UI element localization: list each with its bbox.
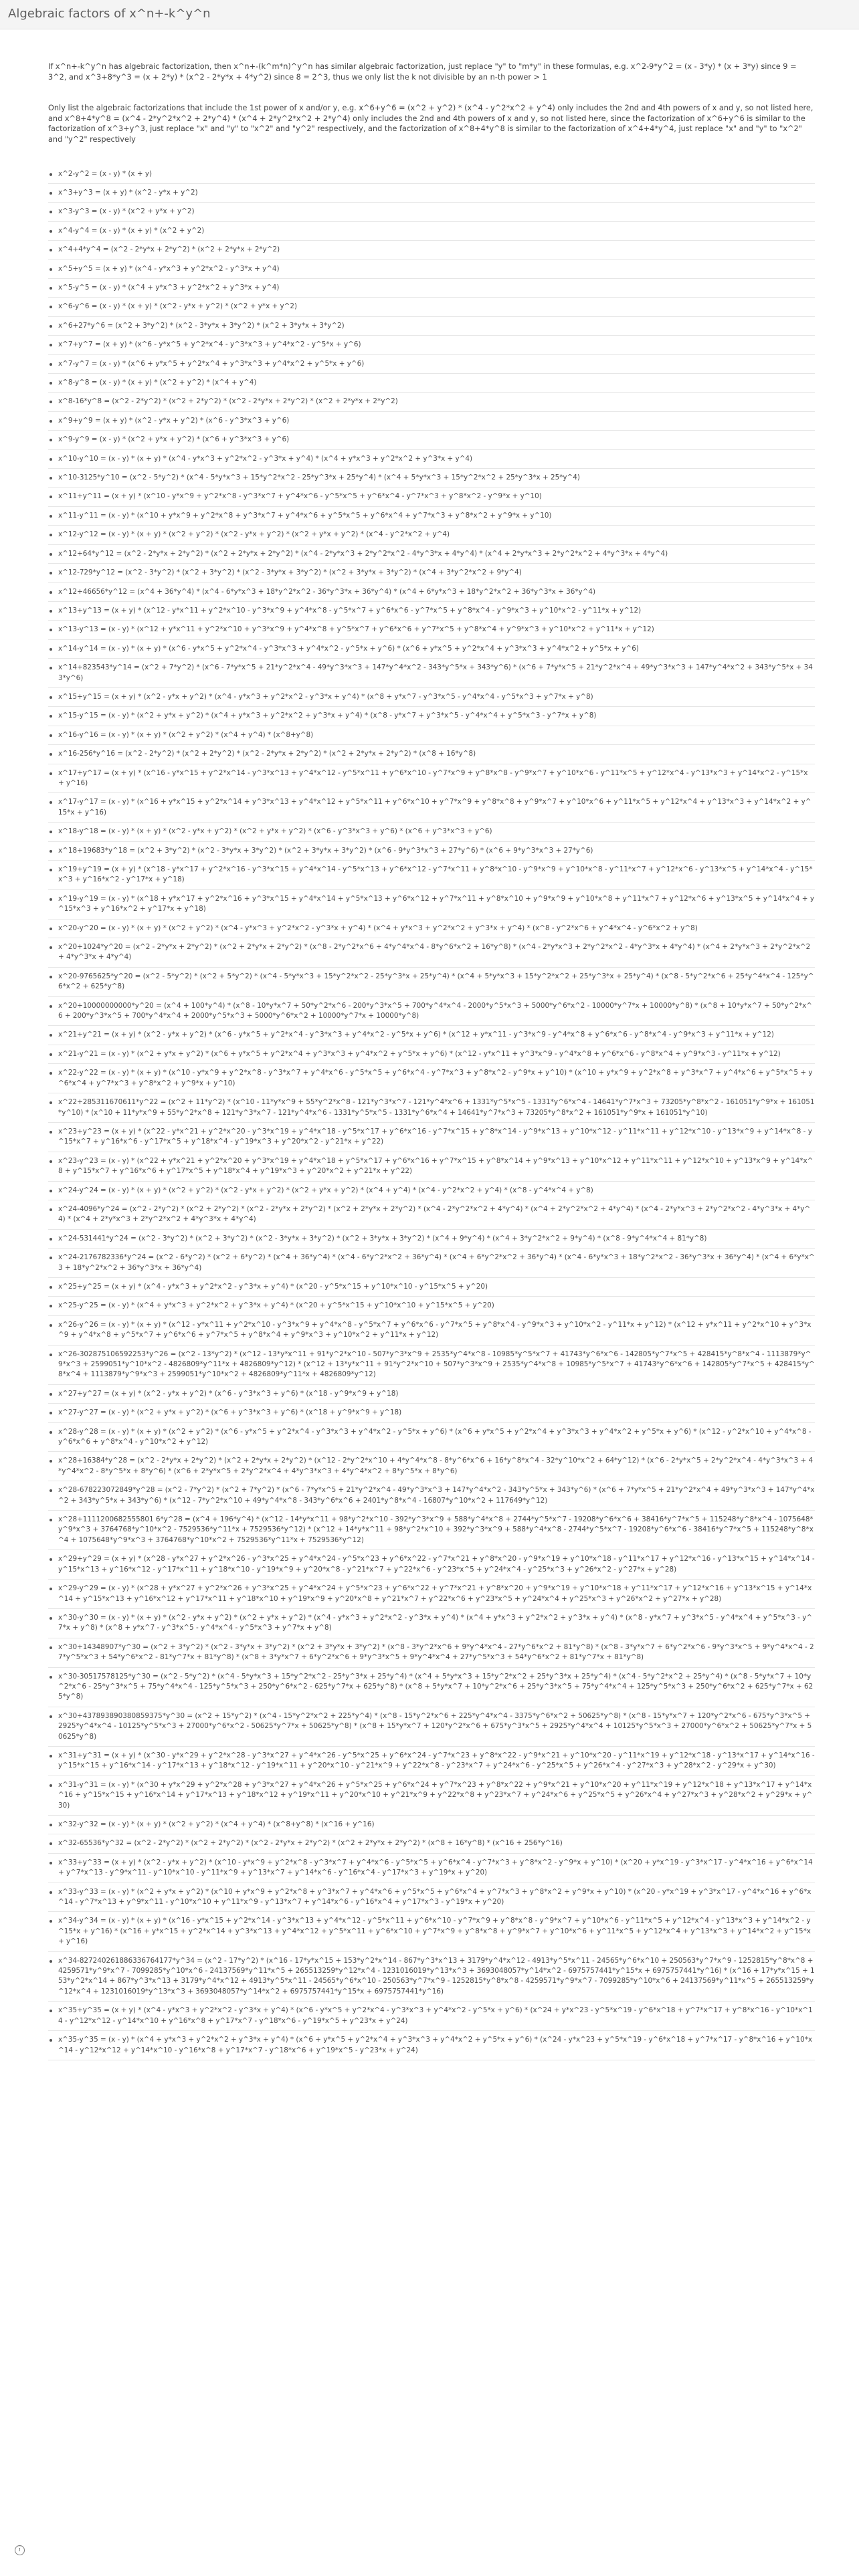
factorization-item: x^29+y^29 = (x + y) * (x^28 - y*x^27 + y^2*x^26 - y^3*x^25 + y^4*x^24 - y^5*x^23 + y^6*x^22 - y^7*x^21 + y^8*x^20 - y^9*x^19 + y^10*x^18 - y^11*x^17 + y^12*x^16 - y^13*x^15 + y^14*x^14 - y^15*x^13 + y^16*x^12 - y^17*x^11 + y^18*x^10 - y^19*x^9 + y^20*x^8 - y^21*x^7 + y^22*x^6 - y^23*x^5 + y^24*x^4 - y^25*x^3 + y^26*x^2 - y^27*x + y^28) [48,1550,815,1580]
factorization-item: x^35-y^35 = (x - y) * (x^4 + y*x^3 + y^2*x^2 + y^3*x + y^4) * (x^6 + y*x^5 + y^2*x^4 + y^3*x^3 + y^4*x^2 + y^5*x + y^6) * (x^24 - y*x^23 + y^5*x^19 - y^6*x^18 + y^7*x^17 - y^8*x^16 + y^10*x^14 - y^12*x^12 + y^14*x^10 - y^16*x^8 + y^17*x^7 - y^18*x^6 + y^19*x^5 - y^23*x + y^24) [48,2031,815,2060]
factorization-item: x^24-y^24 = (x - y) * (x + y) * (x^2 + y^2) * (x^2 - y*x + y^2) * (x^2 + y*x + y^2) * (x^4 + y^4) * (x^4 - y^2*x^2 + y^4) * (x^8 - y^4*x^4 + y^8) [48,1182,815,1200]
factorization-item: x^18+19683*y^18 = (x^2 + 3*y^2) * (x^2 - 3*y*x + 3*y^2) * (x^2 + 3*y*x + 3*y^2) * (x^6 - 9*y^3*x^3 + 27*y^6) * (x^6 + 9*y^3*x^3 + 27*y^6) [48,842,815,861]
page-header [0,0,859,29]
factorization-item: x^14+823543*y^14 = (x^2 + 7*y^2) * (x^6 - 7*y*x^5 + 21*y^2*x^4 - 49*y^3*x^3 + 147*y^4*x^2 - 343*y^5*x + 343*y^6) * (x^6 + 7*y*x^5 + 21*y^2*x^4 + 49*y^3*x^3 + 147*y^4*x^2 + 343*y^5*x + 343*y^6) [48,659,815,688]
main-content [48,62,815,2060]
factorization-item: x^31-y^31 = (x - y) * (x^30 + y*x^29 + y^2*x^28 + y^3*x^27 + y^4*x^26 + y^5*x^25 + y^6*x^24 + y^7*x^23 + y^8*x^22 + y^9*x^21 + y^10*x^20 + y^11*x^19 + y^12*x^18 + y^13*x^17 + y^14*x^16 + y^15*x^15 + y^16*x^14 + y^17*x^13 + y^18*x^12 + y^19*x^11 + y^20*x^10 + y^21*x^9 + y^22*x^8 + y^23*x^7 + y^24*x^6 + y^25*x^5 + y^26*x^4 + y^27*x^3 + y^28*x^2 + y^29*x + y^30) [48,1776,815,1816]
factorization-item: x^28-y^28 = (x - y) * (x + y) * (x^2 + y^2) * (x^6 - y*x^5 + y^2*x^4 - y^3*x^3 + y^4*x^2 - y^5*x + y^6) * (x^6 + y*x^5 + y^2*x^4 + y^3*x^3 + y^4*x^2 + y^5*x + y^6) * (x^12 - y^2*x^10 + y^4*x^8 - y^6*x^6 + y^8*x^4 - y^10*x^2 + y^12) [48,1423,815,1453]
factorization-item: x^12+64*y^12 = (x^2 - 2*y*x + 2*y^2) * (x^2 + 2*y*x + 2*y^2) * (x^4 - 2*y*x^3 + 2*y^2*x^2 - 4*y^3*x + 4*y^4) * (x^4 + 2*y*x^3 + 2*y^2*x^2 + 4*y^3*x + 4*y^4) [48,545,815,564]
factorization-item: x^27+y^27 = (x + y) * (x^2 - y*x + y^2) * (x^6 - y^3*x^3 + y^6) * (x^18 - y^9*x^9 + y^18) [48,1385,815,1404]
factorization-item: x^20-y^20 = (x - y) * (x + y) * (x^2 + y^2) * (x^4 - y*x^3 + y^2*x^2 - y^3*x + y^4) * (x^4 + y*x^3 + y^2*x^2 + y^3*x + y^4) * (x^8 - y^2*x^6 + y^4*x^4 - y^6*x^2 + y^8) [48,920,815,938]
factorization-item: x^10-y^10 = (x - y) * (x + y) * (x^4 - y*x^3 + y^2*x^2 - y^3*x + y^4) * (x^4 + y*x^3 + y^2*x^2 + y^3*x + y^4) [48,450,815,469]
factorization-item: x^28-678223072849*y^28 = (x^2 - 7*y^2) * (x^2 + 7*y^2) * (x^6 - 7*y*x^5 + 21*y^2*x^4 - 49*y^3*x^3 + 147*y^4*x^2 - 343*y^5*x + 343*y^6) * (x^6 + 7*y*x^5 + 21*y^2*x^4 + 49*y^3*x^3 + 147*y^4*x^2 + 343*y^5*x + 343*y^6) * (x^12 - 7*y^2*x^10 + 49*y^4*x^8 - 343*y^6*x^6 + 2401*y^8*x^4 - 16807*y^10*x^2 + 117649*y^12) [48,1481,815,1511]
factorization-item: x^4+4*y^4 = (x^2 - 2*y*x + 2*y^2) * (x^2 + 2*y*x + 2*y^2) [48,241,815,259]
factorization-item: x^16-y^16 = (x - y) * (x + y) * (x^2 + y^2) * (x^4 + y^4) * (x^8+y^8) [48,726,815,745]
factorization-item: x^9+y^9 = (x + y) * (x^2 - y*x + y^2) * (x^6 - y^3*x^3 + y^6) [48,412,815,431]
factorization-item: x^5+y^5 = (x + y) * (x^4 - y*x^3 + y^2*x^2 - y^3*x + y^4) [48,260,815,279]
factorization-item: x^12-729*y^12 = (x^2 - 3*y^2) * (x^2 + 3*y^2) * (x^2 - 3*y*x + 3*y^2) * (x^2 + 3*y*x + 3*y^2) * (x^4 + 3*y^2*x^2 + 9*y^4) [48,564,815,582]
factorization-item: x^25+y^25 = (x + y) * (x^4 - y*x^3 + y^2*x^2 - y^3*x + y^4) * (x^20 - y^5*x^15 + y^10*x^10 - y^15*x^5 + y^20) [48,1278,815,1297]
factorization-item: x^11-y^11 = (x - y) * (x^10 + y*x^9 + y^2*x^8 + y^3*x^7 + y^4*x^6 + y^5*x^5 + y^6*x^4 + y^7*x^3 + y^8*x^2 + y^9*x + y^10) [48,507,815,526]
factorization-item: x^21+y^21 = (x + y) * (x^2 - y*x + y^2) * (x^6 - y*x^5 + y^2*x^4 - y^3*x^3 + y^4*x^2 - y^5*x + y^6) * (x^12 + y*x^11 - y^3*x^9 - y^4*x^8 + y^6*x^6 - y^8*x^4 - y^9*x^3 + y^11*x + y^12) [48,1026,815,1045]
factorization-item: x^12-y^12 = (x - y) * (x + y) * (x^2 + y^2) * (x^2 - y*x + y^2) * (x^2 + y*x + y^2) * (x^4 - y^2*x^2 + y^4) [48,526,815,544]
factorization-item: x^2-y^2 = (x - y) * (x + y) [48,165,815,184]
factorization-item: x^34-827240261886336764177*y^34 = (x^2 - 17*y^2) * (x^16 - 17*y*x^15 + 153*y^2*x^14 - 867*y^3*x^13 + 3179*y^4*x^12 - 4913*y^5*x^11 - 24565*y^6*x^10 + 250563*y^7*x^9 - 1252815*y^8*x^8 + 4259571*y^9*x^7 - 7099285*y^10*x^6 - 24137569*y^11*x^5 + 265513259*y^12*x^4 - 1231016019*y^13*x^3 + 3693048057*y^14*x^2 - 6975757441*y^15*x + 6975757441*y^16) * (x^16 + 17*y*x^15 + 153*y^2*x^14 + 867*y^3*x^13 + 3179*y^4*x^12 + 4913*y^5*x^11 - 24565*y^6*x^10 - 250563*y^7*x^9 - 1252815*y^8*x^8 - 4259571*y^9*x^7 - 7099285*y^10*x^6 + 24137569*y^11*x^5 + 265513259*y^12*x^4 + 1231016019*y^13*x^3 + 3693048057*y^14*x^2 + 6975757441*y^15*x + 6975757441*y^16) [48,1952,815,2002]
factorization-item: x^33+y^33 = (x + y) * (x^2 - y*x + y^2) * (x^10 - y*x^9 + y^2*x^8 - y^3*x^7 + y^4*x^6 - y^5*x^5 + y^6*x^4 - y^7*x^3 + y^8*x^2 - y^9*x + y^10) * (x^20 + y*x^19 - y^3*x^17 - y^4*x^16 + y^6*x^14 + y^7*x^13 - y^9*x^11 - y^10*x^10 - y^11*x^9 + y^13*x^7 + y^14*x^6 - y^16*x^4 - y^17*x^3 + y^19*x + y^20) [48,1854,815,1883]
factorization-item: x^18-y^18 = (x - y) * (x + y) * (x^2 - y*x + y^2) * (x^2 + y*x + y^2) * (x^6 - y^3*x^3 + y^6) * (x^6 + y^3*x^3 + y^6) [48,823,815,841]
factorization-item: x^20-9765625*y^20 = (x^2 - 5*y^2) * (x^2 + 5*y^2) * (x^4 - 5*y*x^3 + 15*y^2*x^2 - 25*y^3*x + 25*y^4) * (x^4 + 5*y*x^3 + 15*y^2*x^2 + 25*y^3*x + 25*y^4) * (x^8 - 5*y^2*x^6 + 25*y^4*x^4 - 125*y^6*x^2 + 625*y^8) [48,968,815,997]
factorization-item: x^3-y^3 = (x - y) * (x^2 + y*x + y^2) [48,203,815,221]
factorization-item: x^15+y^15 = (x + y) * (x^2 - y*x + y^2) * (x^4 - y*x^3 + y^2*x^2 - y^3*x + y^4) * (x^8 + y*x^7 - y^3*x^5 - y^4*x^4 - y^5*x^3 + y^7*x + y^8) [48,688,815,707]
factorization-item: x^7-y^7 = (x - y) * (x^6 + y*x^5 + y^2*x^4 + y^3*x^3 + y^4*x^2 + y^5*x + y^6) [48,355,815,374]
factorization-item: x^23+y^23 = (x + y) * (x^22 - y*x^21 + y^2*x^20 - y^3*x^19 + y^4*x^18 - y^5*x^17 + y^6*x^16 - y^7*x^15 + y^8*x^14 - y^9*x^13 + y^10*x^12 - y^11*x^11 + y^12*x^10 - y^13*x^9 + y^14*x^8 - y^15*x^7 + y^16*x^6 - y^17*x^5 + y^18*x^4 - y^19*x^3 + y^20*x^2 - y^21*x + y^22) [48,1123,815,1152]
factorization-item: x^7+y^7 = (x + y) * (x^6 - y*x^5 + y^2*x^4 - y^3*x^3 + y^4*x^2 - y^5*x + y^6) [48,336,815,354]
factorization-item: x^32-65536*y^32 = (x^2 - 2*y^2) * (x^2 + 2*y^2) * (x^2 - 2*y*x + 2*y^2) * (x^2 + 2*y*x + 2*y^2) * (x^8 + 16*y^8) * (x^16 + 256*y^16) [48,1834,815,1853]
factorization-item: x^12+46656*y^12 = (x^4 + 36*y^4) * (x^4 - 6*y*x^3 + 18*y^2*x^2 - 36*y^3*x + 36*y^4) * (x^4 + 6*y*x^3 + 18*y^2*x^2 + 36*y^3*x + 36*y^4) [48,583,815,602]
factorization-item: x^14-y^14 = (x - y) * (x + y) * (x^6 - y*x^5 + y^2*x^4 - y^3*x^3 + y^4*x^2 - y^5*x + y^6) * (x^6 + y*x^5 + y^2*x^4 + y^3*x^3 + y^4*x^2 + y^5*x + y^6) [48,640,815,659]
factorization-item: x^20+1024*y^20 = (x^2 - 2*y*x + 2*y^2) * (x^2 + 2*y*x + 2*y^2) * (x^8 - 2*y^2*x^6 + 4*y^4*x^4 - 8*y^6*x^2 + 16*y^8) * (x^4 - 2*y*x^3 + 2*y^2*x^2 - 4*y^3*x + 4*y^4) * (x^4 + 2*y*x^3 + 2*y^2*x^2 + 4*y^3*x + 4*y^4) [48,938,815,968]
factorization-item: x^24-4096*y^24 = (x^2 - 2*y^2) * (x^2 + 2*y^2) * (x^2 - 2*y*x + 2*y^2) * (x^2 + 2*y*x + 2*y^2) * (x^4 - 2*y^2*x^2 + 4*y^4) * (x^4 + 2*y^2*x^2 + 4*y^4) * (x^4 - 2*y*x^3 + 2*y^2*x^2 - 4*y^3*x + 4*y^4) * (x^4 + 2*y*x^3 + 2*y^2*x^2 + 4*y^3*x + 4*y^4) [48,1200,815,1230]
factorization-item: x^30+437893890380859375*y^30 = (x^2 + 15*y^2) * (x^4 - 15*y^2*x^2 + 225*y^4) * (x^8 - 15*y^2*x^6 + 225*y^4*x^4 - 3375*y^6*x^2 + 50625*y^8) * (x^8 - 15*y*x^7 + 120*y^2*x^6 - 675*y^3*x^5 + 2925*y^4*x^4 - 10125*y^5*x^3 + 27000*y^6*x^2 - 50625*y^7*x + 50625*y^8) * (x^8 + 15*y*x^7 + 120*y^2*x^6 + 675*y^3*x^5 + 2925*y^4*x^4 + 10125*y^5*x^3 + 27000*y^6*x^2 + 50625*y^7*x + 50625*y^8) [48,1707,815,1747]
factorization-item: x^30+14348907*y^30 = (x^2 + 3*y^2) * (x^2 - 3*y*x + 3*y^2) * (x^2 + 3*y*x + 3*y^2) * (x^8 - 3*y^2*x^6 + 9*y^4*x^4 - 27*y^6*x^2 + 81*y^8) * (x^8 - 3*y*x^7 + 6*y^2*x^6 - 9*y^3*x^5 + 9*y^4*x^4 - 27*y^5*x^3 + 54*y^6*x^2 - 81*y^7*x + 81*y^8) * (x^8 + 3*y*x^7 + 6*y^2*x^6 + 9*y^3*x^5 + 9*y^4*x^4 + 27*y^5*x^3 + 54*y^6*x^2 + 81*y^7*x + 81*y^8) [48,1638,815,1668]
factorization-item: x^34-y^34 = (x - y) * (x + y) * (x^16 - y*x^15 + y^2*x^14 - y^3*x^13 + y^4*x^12 - y^5*x^11 + y^6*x^10 - y^7*x^9 + y^8*x^8 - y^9*x^7 + y^10*x^6 - y^11*x^5 + y^12*x^4 - y^13*x^3 + y^14*x^2 - y^15*x + y^16) * (x^16 + y*x^15 + y^2*x^14 + y^3*x^13 + y^4*x^12 + y^5*x^11 + y^6*x^10 + y^7*x^9 + y^8*x^8 + y^9*x^7 + y^10*x^6 + y^11*x^5 + y^12*x^4 + y^13*x^3 + y^14*x^2 + y^15*x + y^16) [48,1912,815,1951]
factorization-item: x^28+1111200682555801 6*y^28 = (x^4 + 196*y^4) * (x^12 - 14*y*x^11 + 98*y^2*x^10 - 392*y^3*x^9 + 588*y^4*x^8 + 2744*y^5*x^7 - 19208*y^6*x^6 + 38416*y^7*x^5 + 115248*y^8*x^4 - 1075648*y^9*x^3 + 3764768*y^10*x^2 - 7529536*y^11*x + 7529536*y^12) * (x^12 + 14*y*x^11 + 98*y^2*x^10 + 392*y^3*x^9 + 588*y^4*x^8 - 2744*y^5*x^7 - 19208*y^6*x^6 - 38416*y^7*x^5 + 115248*y^8*x^4 + 1075648*y^9*x^3 + 3764768*y^10*x^2 + 7529536*y^11*x + 7529536*y^12) [48,1511,815,1550]
factorization-item: x^26-302875106592253*y^26 = (x^2 - 13*y^2) * (x^12 - 13*y*x^11 + 91*y^2*x^10 - 507*y^3*x^9 + 2535*y^4*x^8 - 10985*y^5*x^7 + 41743*y^6*x^6 - 142805*y^7*x^5 + 428415*y^8*x^4 - 1113879*y^9*x^3 + 2599051*y^10*x^2 - 4826809*y^11*x + 4826809*y^12) * (x^12 + 13*y*x^11 + 91*y^2*x^10 + 507*y^3*x^9 + 2535*y^4*x^8 + 10985*y^5*x^7 + 41743*y^6*x^6 + 142805*y^7*x^5 + 428415*y^8*x^4 + 1113879*y^9*x^3 + 2599051*y^10*x^2 + 4826809*y^11*x + 4826809*y^12) [48,1346,815,1385]
factorization-item: x^28+16384*y^28 = (x^2 - 2*y*x + 2*y^2) * (x^2 + 2*y*x + 2*y^2) * (x^12 - 2*y^2*x^10 + 4*y^4*x^8 - 8*y^6*x^6 + 16*y^8*x^4 - 32*y^10*x^2 + 64*y^12) * (x^6 - 2*y*x^5 + 2*y^2*x^4 - 4*y^3*x^3 + 4*y^4*x^2 - 8*y^5*x + 8*y^6) * (x^6 + 2*y*x^5 + 2*y^2*x^4 + 4*y^3*x^3 + 4*y^4*x^2 + 8*y^5*x + 8*y^6) [48,1452,815,1481]
factorization-item: x^17+y^17 = (x + y) * (x^16 - y*x^15 + y^2*x^14 - y^3*x^13 + y^4*x^12 - y^5*x^11 + y^6*x^10 - y^7*x^9 + y^8*x^8 - y^9*x^7 + y^10*x^6 - y^11*x^5 + y^12*x^4 - y^13*x^3 + y^14*x^2 - y^15*x + y^16) [48,764,815,794]
factorization-item: x^19+y^19 = (x + y) * (x^18 - y*x^17 + y^2*x^16 - y^3*x^15 + y^4*x^14 - y^5*x^13 + y^6*x^12 - y^7*x^11 + y^8*x^10 - y^9*x^9 + y^10*x^8 - y^11*x^7 + y^12*x^6 - y^13*x^5 + y^14*x^4 - y^15*x^3 + y^16*x^2 - y^17*x + y^18) [48,861,815,890]
factorization-item: x^23-y^23 = (x - y) * (x^22 + y*x^21 + y^2*x^20 + y^3*x^19 + y^4*x^18 + y^5*x^17 + y^6*x^16 + y^7*x^15 + y^8*x^14 + y^9*x^13 + y^10*x^12 + y^11*x^11 + y^12*x^10 + y^13*x^9 + y^14*x^8 + y^15*x^7 + y^16*x^6 + y^17*x^5 + y^18*x^4 + y^19*x^3 + y^20*x^2 + y^21*x + y^22) [48,1152,815,1182]
factorization-item: x^35+y^35 = (x + y) * (x^4 - y*x^3 + y^2*x^2 - y^3*x + y^4) * (x^6 - y*x^5 + y^2*x^4 - y^3*x^3 + y^4*x^2 - y^5*x + y^6) * (x^24 + y*x^23 - y^5*x^19 - y^6*x^18 + y^7*x^17 + y^8*x^16 - y^10*x^14 - y^12*x^12 - y^14*x^10 + y^16*x^8 + y^17*x^7 - y^18*x^6 - y^19*x^5 + y^23*x + y^24) [48,2002,815,2031]
factorization-item: x^22-y^22 = (x - y) * (x + y) * (x^10 - y*x^9 + y^2*x^8 - y^3*x^7 + y^4*x^6 - y^5*x^5 + y^6*x^4 - y^7*x^3 + y^8*x^2 - y^9*x + y^10) * (x^10 + y*x^9 + y^2*x^8 + y^3*x^7 + y^4*x^6 + y^5*x^5 + y^6*x^4 + y^7*x^3 + y^8*x^2 + y^9*x + y^10) [48,1064,815,1093]
factorization-item: x^25-y^25 = (x - y) * (x^4 + y*x^3 + y^2*x^2 + y^3*x + y^4) * (x^20 + y^5*x^15 + y^10*x^10 + y^15*x^5 + y^20) [48,1297,815,1315]
factorization-item: x^33-y^33 = (x - y) * (x^2 + y*x + y^2) * (x^10 + y*x^9 + y^2*x^8 + y^3*x^7 + y^4*x^6 + y^5*x^5 + y^6*x^4 + y^7*x^3 + y^8*x^2 + y^9*x + y^10) * (x^20 - y*x^19 + y^3*x^17 - y^4*x^16 + y^6*x^14 - y^7*x^13 + y^9*x^11 - y^10*x^10 + y^11*x^9 - y^13*x^7 + y^14*x^6 - y^16*x^4 + y^17*x^3 - y^19*x + y^20) [48,1883,815,1913]
factorization-item: x^20+10000000000*y^20 = (x^4 + 100*y^4) * (x^8 - 10*y*x^7 + 50*y^2*x^6 - 200*y^3*x^5 + 700*y^4*x^4 - 2000*y^5*x^3 + 5000*y^6*x^2 - 10000*y^7*x + 10000*y^8) * (x^8 + 10*y*x^7 + 50*y^2*x^6 + 200*y^3*x^5 + 700*y^4*x^4 + 2000*y^5*x^3 + 5000*y^6*x^2 + 10000*y^7*x + 10000*y^8) [48,997,815,1027]
factorization-item: x^16-256*y^16 = (x^2 - 2*y^2) * (x^2 + 2*y^2) * (x^2 - 2*y*x + 2*y^2) * (x^2 + 2*y*x + 2*y^2) * (x^8 + 16*y^8) [48,745,815,764]
factorization-item: x^6-y^6 = (x - y) * (x + y) * (x^2 - y*x + y^2) * (x^2 + y*x + y^2) [48,298,815,316]
factorization-item: x^21-y^21 = (x - y) * (x^2 + y*x + y^2) * (x^6 + y*x^5 + y^2*x^4 + y^3*x^3 + y^4*x^2 + y^5*x + y^6) * (x^12 - y*x^11 + y^3*x^9 - y^4*x^8 + y^6*x^6 - y^8*x^4 + y^9*x^3 - y^11*x + y^12) [48,1045,815,1064]
intro-paragraph-1: If x^n+-k^y^n has algebraic factorization, then x^n+-(k^m*n)^y^n has similar algebraic factorization, just replace "y" to "m*y" in these formulas, e.g. x^2-9*y^2 = (x - 3*y) * (x + 3*y) since 9 = 3^2, and x^3+8*y^3 = (x + 2*y) * (x^2 - 2*y*x + 4*y^2) since 8 = 2^3, thus we only list the k not divisible by an n-th power > 1 [48,62,797,82]
factorization-item: x^8-16*y^8 = (x^2 - 2*y^2) * (x^2 + 2*y^2) * (x^2 - 2*y*x + 2*y^2) * (x^2 + 2*y*x + 2*y^2) [48,393,815,411]
factorization-item: x^24-2176782336*y^24 = (x^2 - 6*y^2) * (x^2 + 6*y^2) * (x^4 + 36*y^4) * (x^4 - 6*y^2*x^2 + 36*y^4) * (x^4 + 6*y^2*x^2 + 36*y^4) * (x^4 - 6*y*x^3 + 18*y^2*x^2 - 36*y^3*x + 36*y^4) * (x^4 + 6*y*x^3 + 18*y^2*x^2 + 36*y^3*x + 36*y^4) [48,1249,815,1278]
factorization-list [48,165,815,2060]
factorization-item: x^30-y^30 = (x - y) * (x + y) * (x^2 - y*x + y^2) * (x^2 + y*x + y^2) * (x^4 - y*x^3 + y^2*x^2 - y^3*x + y^4) * (x^4 + y*x^3 + y^2*x^2 + y^3*x + y^4) * (x^8 - y*x^7 + y^3*x^5 - y^4*x^4 + y^5*x^3 - y^7*x + y^8) * (x^8 + y*x^7 - y^3*x^5 - y^4*x^4 - y^5*x^3 + y^7*x + y^8) [48,1609,815,1638]
factorization-item: x^26-y^26 = (x - y) * (x + y) * (x^12 - y*x^11 + y^2*x^10 - y^3*x^9 + y^4*x^8 - y^5*x^7 + y^6*x^6 - y^7*x^5 + y^8*x^4 - y^9*x^3 + y^10*x^2 - y^11*x + y^12) * (x^12 + y*x^11 + y^2*x^10 + y^3*x^9 + y^4*x^8 + y^5*x^7 + y^6*x^6 + y^7*x^5 + y^8*x^4 + y^9*x^3 + y^10*x^2 + y^11*x + y^12) [48,1316,815,1346]
intro-paragraph-2: Only list the algebraic factorizations that include the 1st power of x and/or y, e.g. x^6+y^6 = (x^2 + y^2) * (x^4 - y^2*x^2 + y^4) only includes the 2nd and 4th powers of x and y, so not listed here, and x^8+4*y^8 = (x^4 - 2*y^2*x^2 + 2*y^4) * (x^4 + 2*y^2*x^2 + 2*y^4) only includes the 2nd and 4th powers of x and y, so not listed here, since the factorization of x^6+y^6 is similar to the factorization of x^3+y^3, just replace "x" and "y" to "x^2" and "y^2" respectively, and the factorization of x^8+4*y^8 is similar to the factorization of x^4+4*y^4, just replace "x" and "y" to "x^2" and "y^2" respectively [48,104,814,144]
factorization-item: x^31+y^31 = (x + y) * (x^30 - y*x^29 + y^2*x^28 - y^3*x^27 + y^4*x^26 - y^5*x^25 + y^6*x^24 - y^7*x^23 + y^8*x^22 - y^9*x^21 + y^10*x^20 - y^11*x^19 + y^12*x^18 - y^13*x^17 + y^14*x^16 - y^15*x^15 + y^16*x^14 - y^17*x^13 + y^18*x^12 - y^19*x^11 + y^20*x^10 - y^21*x^9 + y^22*x^8 - y^23*x^7 + y^24*x^6 - y^25*x^5 + y^26*x^4 - y^27*x^3 + y^28*x^2 - y^29*x + y^30) [48,1747,815,1776]
factorization-item: x^11+y^11 = (x + y) * (x^10 - y*x^9 + y^2*x^8 - y^3*x^7 + y^4*x^6 - y^5*x^5 + y^6*x^4 - y^7*x^3 + y^8*x^2 - y^9*x + y^10) [48,488,815,506]
factorization-item: x^8-y^8 = (x - y) * (x + y) * (x^2 + y^2) * (x^4 + y^4) [48,374,815,393]
factorization-item: x^19-y^19 = (x - y) * (x^18 + y*x^17 + y^2*x^16 + y^3*x^15 + y^4*x^14 + y^5*x^13 + y^6*x^12 + y^7*x^11 + y^8*x^10 + y^9*x^9 + y^10*x^8 + y^11*x^7 + y^12*x^6 + y^13*x^5 + y^14*x^4 + y^15*x^3 + y^16*x^2 + y^17*x + y^18) [48,890,815,920]
factorization-item: x^5-y^5 = (x - y) * (x^4 + y*x^3 + y^2*x^2 + y^3*x + y^4) [48,279,815,298]
factorization-item: x^13+y^13 = (x + y) * (x^12 - y*x^11 + y^2*x^10 - y^3*x^9 + y^4*x^8 - y^5*x^7 + y^6*x^6 - y^7*x^5 + y^8*x^4 - y^9*x^3 + y^10*x^2 - y^11*x + y^12) [48,602,815,621]
factorization-item: x^22+285311670611*y^22 = (x^2 + 11*y^2) * (x^10 - 11*y*x^9 + 55*y^2*x^8 - 121*y^3*x^7 - 121*y^4*x^6 + 1331*y^5*x^5 - 1331*y^6*x^4 - 14641*y^7*x^3 + 73205*y^8*x^2 - 161051*y^9*x + 161051*y^10) * (x^10 + 11*y*x^9 + 55*y^2*x^8 + 121*y^3*x^7 - 121*y^4*x^6 - 1331*y^5*x^5 - 1331*y^6*x^4 + 14641*y^7*x^3 + 73205*y^8*x^2 + 161051*y^9*x + 161051*y^10) [48,1093,815,1123]
factorization-item: x^30-30517578125*y^30 = (x^2 - 5*y^2) * (x^4 - 5*y*x^3 + 15*y^2*x^2 - 25*y^3*x + 25*y^4) * (x^4 + 5*y*x^3 + 15*y^2*x^2 + 25*y^3*x + 25*y^4) * (x^4 - 5*y^2*x^2 + 25*y^4) * (x^8 - 5*y*x^7 + 10*y^2*x^6 - 25*y^3*x^5 + 75*y^4*x^4 - 125*y^5*x^3 + 250*y^6*x^2 - 625*y^7*x + 625*y^8) * (x^8 + 5*y*x^7 + 10*y^2*x^6 + 25*y^3*x^5 + 75*y^4*x^4 + 125*y^5*x^3 + 250*y^6*x^2 + 625*y^7*x + 625*y^8) [48,1668,815,1707]
factorization-item: x^9-y^9 = (x - y) * (x^2 + y*x + y^2) * (x^6 + y^3*x^3 + y^6) [48,431,815,449]
factorization-item: x^27-y^27 = (x - y) * (x^2 + y*x + y^2) * (x^6 + y^3*x^3 + y^6) * (x^18 + y^9*x^9 + y^18) [48,1404,815,1422]
factorization-item: x^29-y^29 = (x - y) * (x^28 + y*x^27 + y^2*x^26 + y^3*x^25 + y^4*x^24 + y^5*x^23 + y^6*x^22 + y^7*x^21 + y^8*x^20 + y^9*x^19 + y^10*x^18 + y^11*x^17 + y^12*x^16 + y^13*x^15 + y^14*x^14 + y^15*x^13 + y^16*x^12 + y^17*x^11 + y^18*x^10 + y^19*x^9 + y^20*x^8 + y^21*x^7 + y^22*x^6 + y^23*x^5 + y^24*x^4 + y^25*x^3 + y^26*x^2 + y^27*x + y^28) [48,1580,815,1609]
factorization-item: x^15-y^15 = (x - y) * (x^2 + y*x + y^2) * (x^4 + y*x^3 + y^2*x^2 + y^3*x + y^4) * (x^8 - y*x^7 + y^3*x^5 - y^4*x^4 + y^5*x^3 - y^7*x + y^8) [48,707,815,726]
factorization-item: x^10-3125*y^10 = (x^2 - 5*y^2) * (x^4 - 5*y*x^3 + 15*y^2*x^2 - 25*y^3*x + 25*y^4) * (x^4 + 5*y*x^3 + 15*y^2*x^2 + 25*y^3*x + 25*y^4) [48,469,815,488]
factorization-item: x^32-y^32 = (x - y) * (x + y) * (x^2 + y^2) * (x^4 + y^4) * (x^8+y^8) * (x^16 + y^16) [48,1816,815,1834]
factorization-item: x^4-y^4 = (x - y) * (x + y) * (x^2 + y^2) [48,222,815,241]
factorization-item: x^24-531441*y^24 = (x^2 - 3*y^2) * (x^2 + 3*y^2) * (x^2 - 3*y*x + 3*y^2) * (x^2 + 3*y*x + 3*y^2) * (x^4 + 9*y^4) * (x^4 + 3*y^2*x^2 + 9*y^4) * (x^8 - 9*y^4*x^4 + 81*y^8) [48,1230,815,1249]
factorization-item: x^17-y^17 = (x - y) * (x^16 + y*x^15 + y^2*x^14 + y^3*x^13 + y^4*x^12 + y^5*x^11 + y^6*x^10 + y^7*x^9 + y^8*x^8 + y^9*x^7 + y^10*x^6 + y^11*x^5 + y^12*x^4 + y^13*x^3 + y^14*x^2 + y^15*x + y^16) [48,793,815,823]
info-icon[interactable]: i [15,2545,25,2555]
page-title: Algebraic factors of x^n+-k^y^n [8,7,211,21]
factorization-item: x^3+y^3 = (x + y) * (x^2 - y*x + y^2) [48,184,815,203]
factorization-item: x^6+27*y^6 = (x^2 + 3*y^2) * (x^2 - 3*y*x + 3*y^2) * (x^2 + 3*y*x + 3*y^2) [48,317,815,336]
factorization-item: x^13-y^13 = (x - y) * (x^12 + y*x^11 + y^2*x^10 + y^3*x^9 + y^4*x^8 + y^5*x^7 + y^6*x^6 + y^7*x^5 + y^8*x^4 + y^9*x^3 + y^10*x^2 + y^11*x + y^12) [48,621,815,639]
